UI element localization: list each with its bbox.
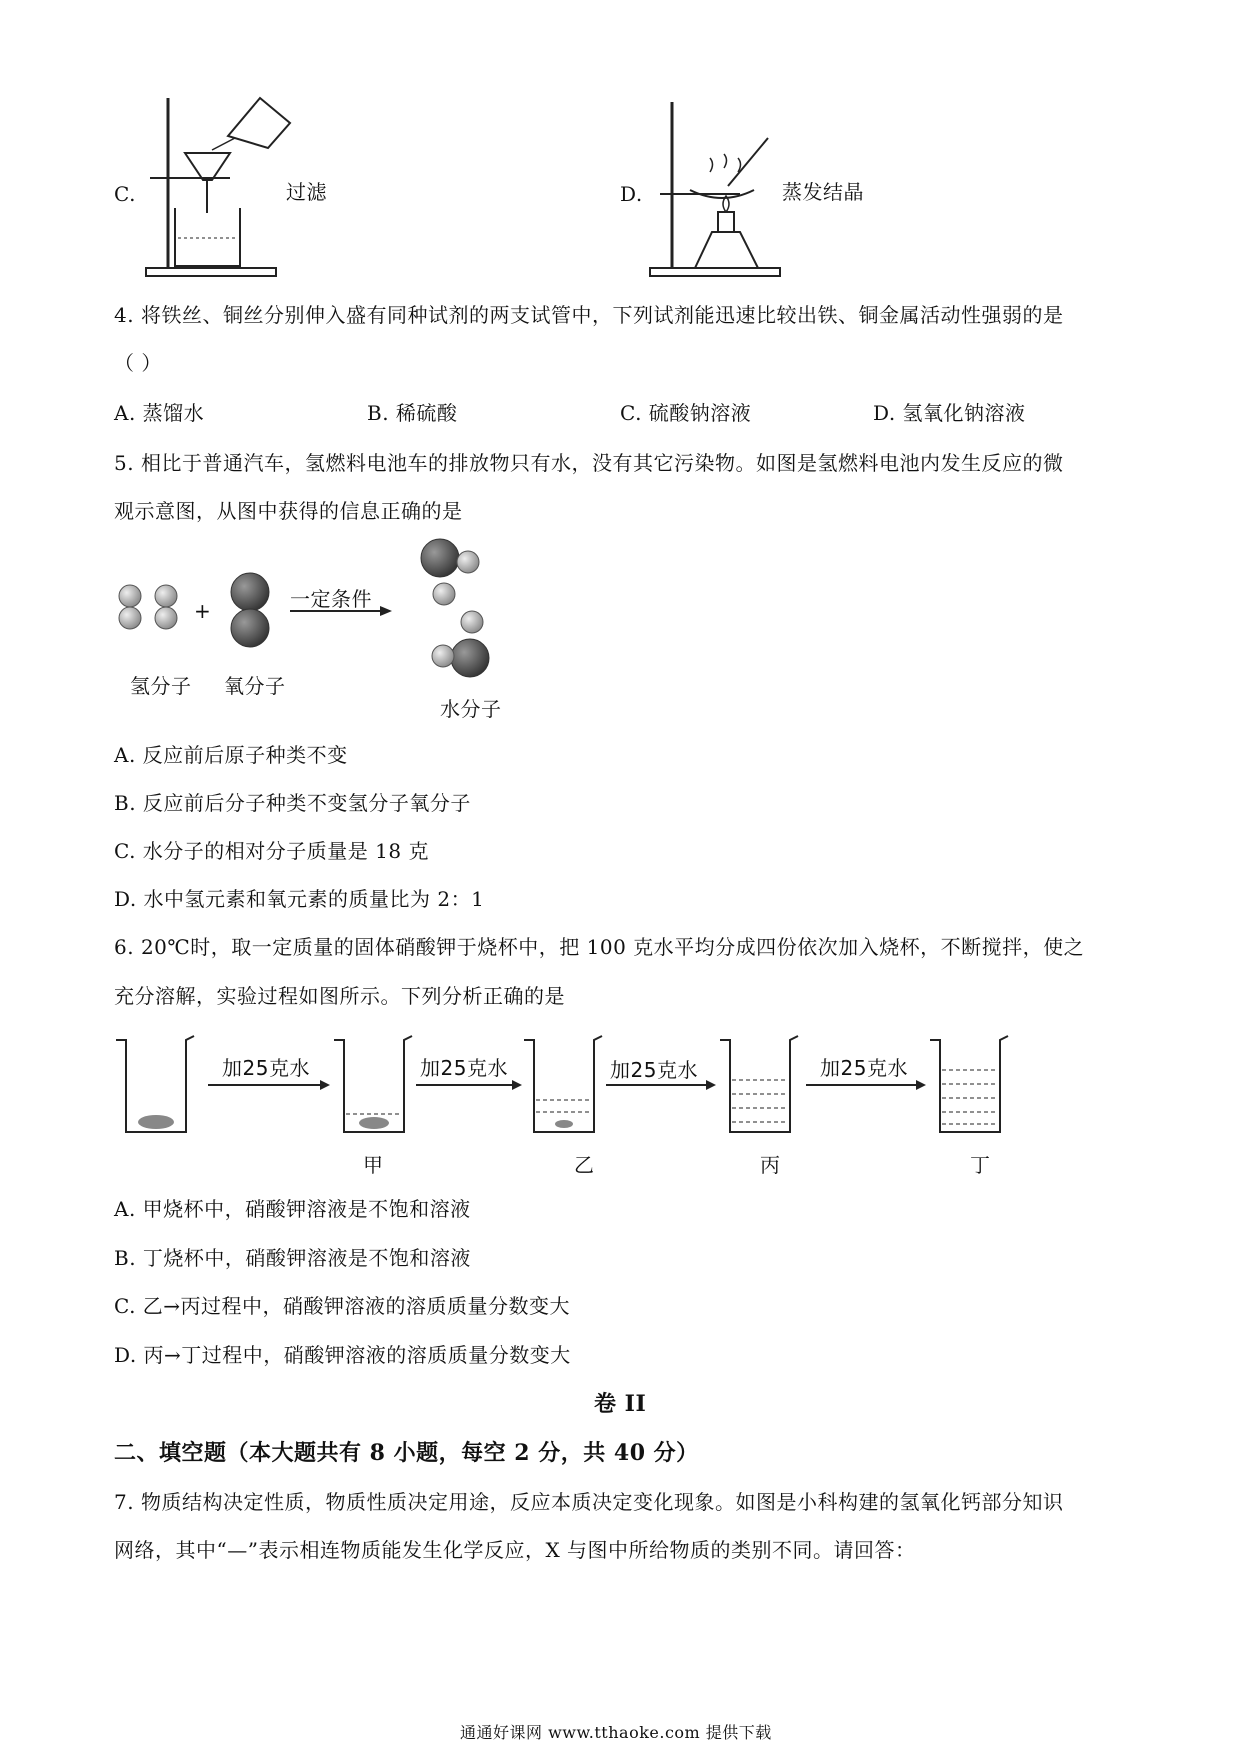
q4-bracket: （ ） <box>114 351 162 375</box>
reaction-condition-label: 一定条件 <box>290 587 372 611</box>
q5-option-c: C. 水分子的相对分子质量是 18 克 <box>114 839 429 863</box>
label-hydrogen-molecule: 氢分子 <box>130 674 192 698</box>
q6-option-b: B. 丁烧杯中，硝酸钾溶液是不饱和溶液 <box>114 1246 471 1270</box>
filtration-apparatus-figure <box>140 98 290 278</box>
q7-stem-line1: 7. 物质结构决定性质，物质性质决定用途，反应本质决定变化现象。如图是小科构建的氢氧化钙部分知识 <box>114 1490 1064 1514</box>
section-heading: 二、填空题（本大题共有 8 小题，每空 2 分，共 40 分） <box>114 1440 699 1466</box>
arrow-label-2: 加25克水 <box>420 1056 508 1080</box>
arrow-label-1: 加25克水 <box>222 1056 310 1080</box>
q5-option-b: B. 反应前后分子种类不变氢分子氧分子 <box>114 791 471 815</box>
q4-option-c: C. 硫酸钠溶液 <box>620 401 752 425</box>
beaker-dissolution-diagram <box>116 1036 1036 1146</box>
beaker-label-yi: 乙 <box>574 1153 595 1177</box>
q4-stem: 4. 将铁丝、铜丝分别伸入盛有同种试剂的两支试管中，下列试剂能迅速比较出铁、铜金属活动性强弱的是 <box>114 303 1064 327</box>
q4-option-d: D. 氢氧化钠溶液 <box>873 401 1026 425</box>
label-oxygen-molecule: 氧分子 <box>224 674 286 698</box>
volume-title: 卷 II <box>594 1391 647 1417</box>
q4-option-b: B. 稀硫酸 <box>367 401 458 425</box>
label-water-molecule: 水分子 <box>440 697 502 721</box>
q7-stem-line2: 网络，其中“—”表示相连物质能发生化学反应，X 与图中所给物质的类别不同。请回答： <box>114 1538 916 1562</box>
arrow-label-4: 加25克水 <box>820 1056 908 1080</box>
option-c-label: 过滤 <box>286 180 327 204</box>
q5-stem-line1: 5. 相比于普通汽车，氢燃料电池车的排放物只有水，没有其它污染物。如图是氢燃料电池内发生反应的微 <box>114 451 1064 475</box>
q5-option-d: D. 水中氢元素和氧元素的质量比为 2：1 <box>114 887 485 911</box>
option-c-letter: C. <box>114 182 136 206</box>
q5-stem-line2: 观示意图，从图中获得的信息正确的是 <box>114 499 463 523</box>
option-d-label: 蒸发结晶 <box>782 180 864 204</box>
beaker-label-jia: 甲 <box>363 1153 384 1177</box>
q6-option-a: A. 甲烧杯中，硝酸钾溶液是不饱和溶液 <box>114 1197 471 1221</box>
evaporation-apparatus-figure <box>650 102 800 282</box>
q6-stem-line1: 6. 20℃时，取一定质量的固体硝酸钾于烧杯中，把 100 克水平均分成四份依次加入烧杯，不断搅拌，使之 <box>114 935 1085 959</box>
page-footer: 通通好课网 www.tthaoke.com 提供下载 <box>460 1723 772 1742</box>
arrow-label-3: 加25克水 <box>610 1058 698 1082</box>
option-d-letter: D. <box>620 182 643 206</box>
q6-stem-line2: 充分溶解，实验过程如图所示。下列分析正确的是 <box>114 984 565 1008</box>
beaker-label-ding: 丁 <box>970 1153 991 1177</box>
q5-option-a: A. 反应前后原子种类不变 <box>114 743 348 767</box>
q6-option-d: D. 丙→丁过程中，硝酸钾溶液的溶质质量分数变大 <box>114 1343 571 1367</box>
beaker-label-bing: 丙 <box>760 1153 781 1177</box>
q6-option-c: C. 乙→丙过程中，硝酸钾溶液的溶质质量分数变大 <box>114 1294 571 1318</box>
q4-option-a: A. 蒸馏水 <box>114 401 205 425</box>
reaction-plus-sign: + <box>194 599 212 623</box>
